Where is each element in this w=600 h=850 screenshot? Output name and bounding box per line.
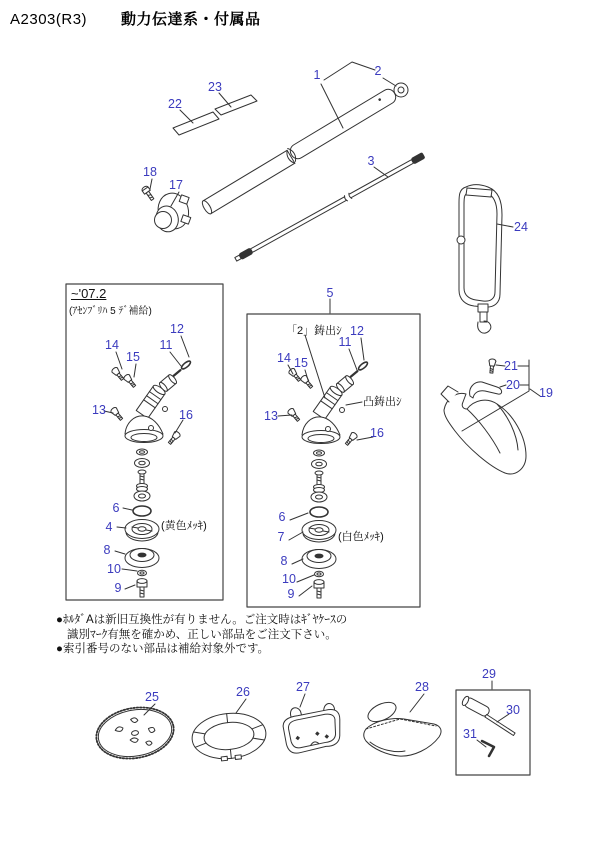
notes-block — [56, 613, 347, 657]
part-callout-11: 11 — [159, 337, 173, 352]
part-callout-16: 16 — [370, 425, 384, 440]
part-callout-25: 25 — [145, 689, 159, 704]
part-callout-12: 12 — [170, 321, 184, 336]
guard-assembly-art — [441, 359, 526, 474]
part-callout-15: 15 — [294, 355, 308, 370]
part-callout-28: 28 — [415, 679, 429, 694]
shoulder-strap-art — [457, 185, 502, 333]
part-callout-18: 18 — [143, 164, 157, 179]
part-callout-31: 31 — [463, 726, 477, 741]
note-line-1: ●ﾎﾙﾀﾞAは新旧互換性が有りません。ご注文時はｷﾞﾔｹｰｽの — [56, 614, 348, 626]
page-title-code: A2303(R3) — [10, 11, 88, 28]
part-callout-6: 6 — [278, 509, 286, 524]
part-callout-14: 14 — [277, 350, 291, 365]
part-callout-8: 8 — [280, 553, 288, 568]
boss-cast-note: 凸鋳出ｼ — [363, 396, 402, 408]
gear-head-early-art — [110, 360, 192, 597]
note-line-3: ●索引番号のない部品は補給対象外です。 — [56, 643, 270, 655]
part-callout-24: 24 — [514, 219, 528, 234]
part-callout-13: 13 — [264, 408, 278, 423]
part-callout-29: 29 — [482, 666, 496, 681]
part-callout-9: 9 — [287, 586, 295, 601]
part-callout-7: 7 — [277, 529, 285, 544]
hex-key-art — [482, 741, 494, 756]
part-callout-26: 26 — [236, 684, 250, 699]
hanger-clamp-art — [141, 185, 192, 234]
part-callout-4: 4 — [105, 519, 113, 534]
part-callout-22: 22 — [168, 96, 182, 111]
part-callout-11: 11 — [338, 334, 352, 349]
part-callout-16: 16 — [179, 407, 193, 422]
part-callout-8: 8 — [103, 542, 111, 557]
early-model-box-subheader: (ｱｾﾝﾌﾞﾘﾊ 5 ﾃﾞ補給) — [69, 306, 152, 317]
part-callout-10: 10 — [282, 571, 296, 586]
left-plating-note: (黄色ﾒｯｷ) — [161, 520, 207, 532]
pipe-cap-art — [394, 83, 408, 97]
part-callout-27: 27 — [296, 679, 310, 694]
part-callout-6: 6 — [112, 500, 120, 515]
part-callout-17: 17 — [169, 177, 183, 192]
part-callout-12: 12 — [350, 323, 364, 338]
part-callout-30: 30 — [506, 702, 520, 717]
part-callout-9: 9 — [114, 580, 122, 595]
saw-blade-art — [92, 702, 177, 765]
part-callout-23: 23 — [208, 79, 222, 94]
rim-ring-art — [190, 710, 268, 764]
early-model-box-header: ~'07.2 — [71, 286, 107, 301]
part-callout-19: 19 — [539, 385, 553, 400]
note-line-2: 識別ﾏｰｸ有無を確かめ、正しい部品をご注文下さい。 — [67, 628, 337, 641]
part-callout-2: 2 — [374, 63, 382, 78]
part-callout-20: 20 — [506, 377, 520, 392]
part-callout-3: 3 — [367, 153, 375, 168]
gear-head-current-art — [287, 361, 369, 598]
part-callout-15: 15 — [126, 349, 140, 364]
part-callout-5: 5 — [326, 285, 334, 300]
part-callout-21: 21 — [504, 358, 518, 373]
safety-goggles-art — [281, 702, 343, 754]
cast-mark-2-note: 「2」鋳出ｼ — [286, 325, 342, 337]
right-plating-note: (白色ﾒｯｷ) — [338, 531, 384, 543]
part-callout-1: 1 — [313, 67, 321, 82]
part-callout-10: 10 — [107, 561, 121, 576]
part-callout-13: 13 — [92, 402, 106, 417]
page-title-text: 動力伝達系・付属品 — [121, 11, 261, 28]
part-callout-14: 14 — [105, 337, 119, 352]
tool-bag-art — [364, 698, 441, 756]
